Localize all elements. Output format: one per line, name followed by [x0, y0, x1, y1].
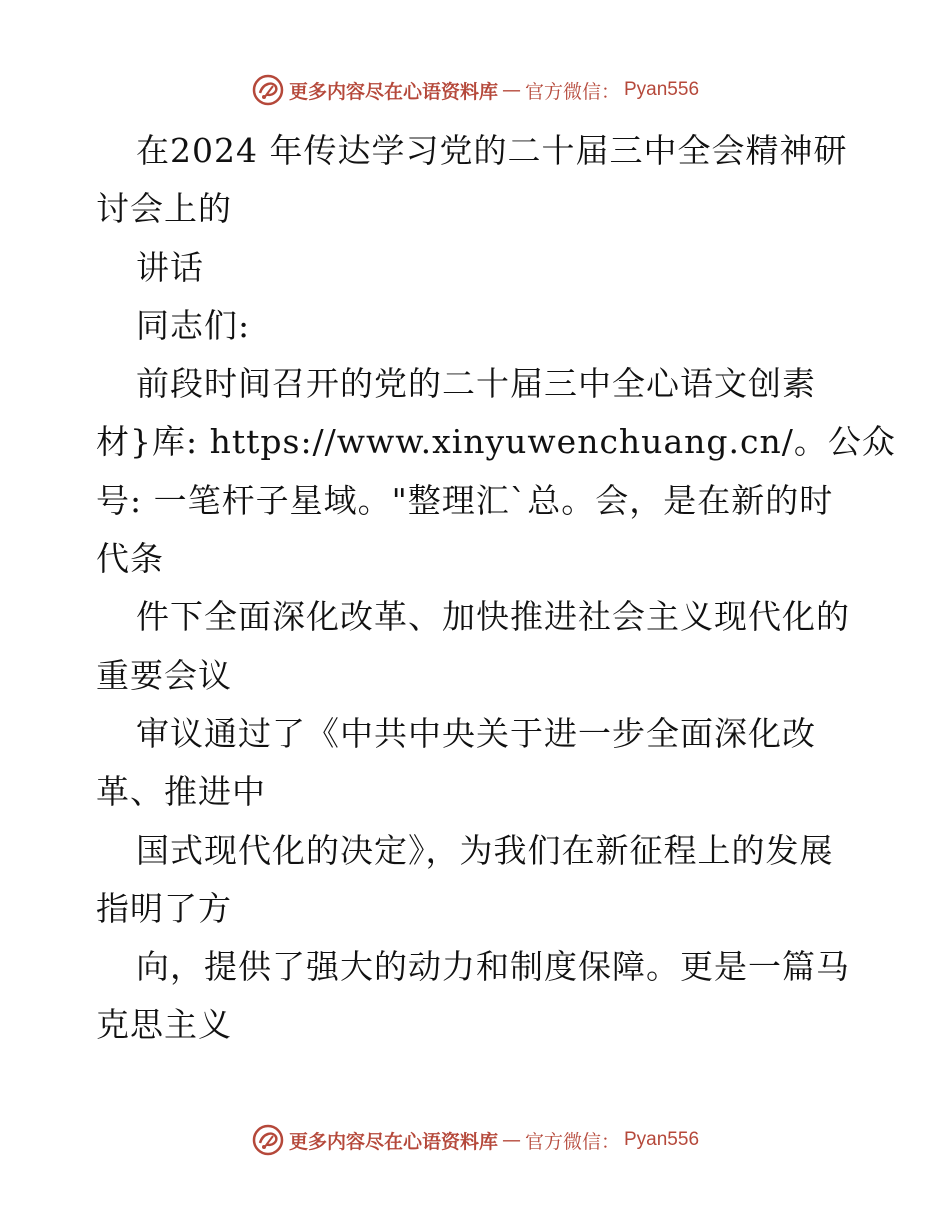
body-line: 向，提供了强大的动力和制度保障。更是一篇马	[136, 947, 850, 987]
watermark-wechat-id: Pyan556	[624, 79, 700, 100]
watermark-wechat-label: 官方微信：	[524, 80, 620, 103]
watermark-wechat-label: 官方微信：	[524, 1130, 620, 1153]
body-line: 件下全面深化改革、加快推进社会主义现代化的	[136, 597, 850, 637]
body-line: 材}库: https://www.xinyuwenchuang.cn/。公众	[96, 422, 896, 462]
body-line: 代条	[96, 539, 164, 579]
body-line: 指明了方	[96, 888, 232, 928]
body-line: 同志们:	[136, 305, 251, 345]
red-swirl-logo-icon	[251, 1123, 285, 1157]
watermark-text: 更多内容尽在心语资料库	[288, 80, 498, 103]
footer-watermark	[0, 1120, 950, 1160]
red-swirl-logo-icon	[251, 73, 285, 107]
watermark-dash: —	[501, 1129, 521, 1151]
watermark-text: 更多内容尽在心语资料库	[288, 1130, 498, 1153]
header-watermark	[0, 70, 950, 110]
watermark-wechat-id: Pyan556	[624, 1129, 700, 1150]
body-line: 革、推进中	[96, 772, 266, 812]
body-line: 讨会上的	[96, 189, 232, 229]
body-line: 审议通过了《中共中央关于进一步全面深化改	[136, 713, 816, 753]
body-line: 讲话	[136, 247, 204, 287]
body-line: 国式现代化的决定》，为我们在新征程上的发展	[136, 830, 834, 870]
document-body	[96, 122, 896, 1055]
body-line: 在2024 年传达学习党的二十届三中全会精神研	[136, 131, 848, 170]
body-line: 重要会议	[96, 655, 232, 695]
body-line: 前段时间召开的党的二十届三中全心语文创素	[136, 364, 816, 404]
body-line: 克思主义	[96, 1005, 232, 1045]
watermark-dash: —	[501, 79, 521, 101]
body-line: 号: 一笔杆子星域。"整理汇`总。会，是在新的时	[96, 480, 834, 520]
